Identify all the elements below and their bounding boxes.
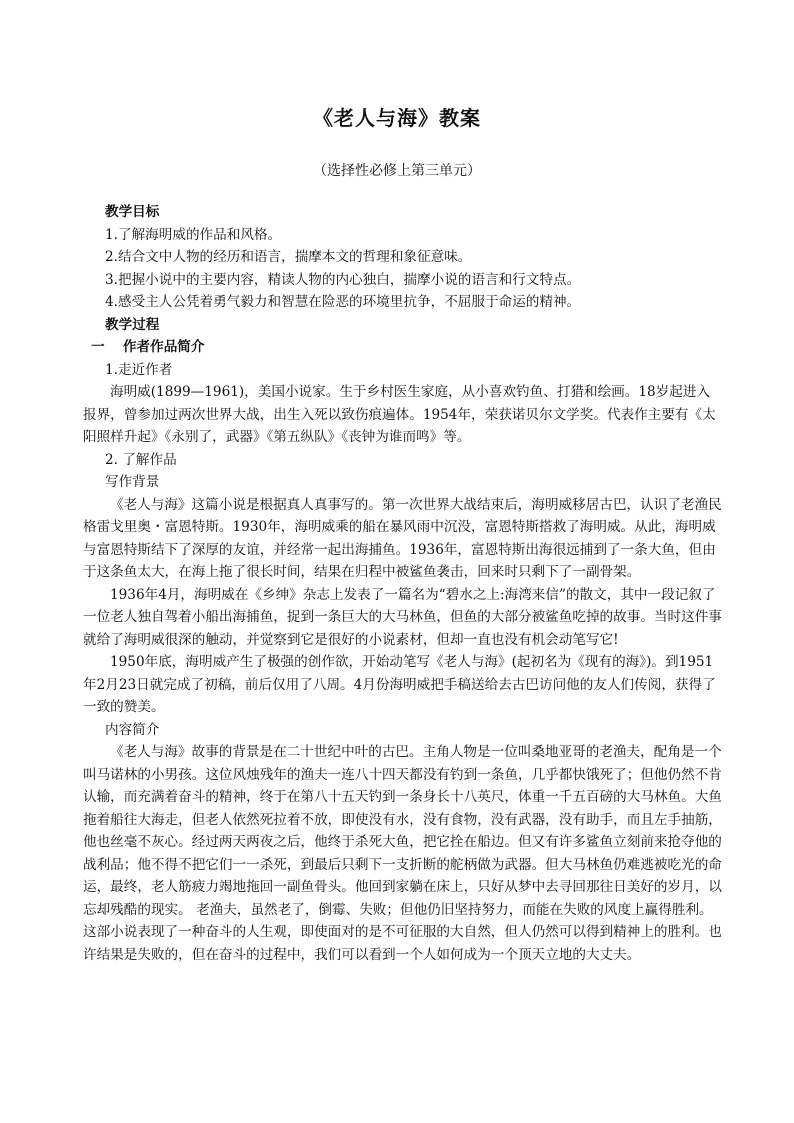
- goals-heading: 教学目标: [105, 204, 160, 220]
- goal-item-2: 2.结合文中人物的经历和语言，揣摩本文的哲理和象征意味。: [105, 249, 472, 265]
- goal-item-4: 4.感受主人公凭着勇气毅力和智慧在险恶的环境里抗争，不屈服于命运的精神。: [105, 294, 581, 310]
- sub-heading-work: 2. 了解作品: [105, 451, 177, 468]
- author-paragraph: 海明威(1899—1961)，美国小说家。生于乡村医生家庭，从小喜欢钓鱼、打猎和绘画。18岁起进入报界，曾参加过两次世界大战，出生入死以致伤痕遍体。1954年，荣获诺贝尔文学奖。代表作主要有《太阳照样升起》《永别了，武器》《第五纵队》《丧钟为谁而鸣》等。: [83, 384, 716, 445]
- background-label: 写作背景: [105, 474, 160, 490]
- process-heading: 教学过程: [105, 316, 160, 333]
- background-paragraph-3: 1950年底，海明威产生了极强的创作欲，开始动笔写《老人与海》(起初名为《现有的海》)。到1951年2月23日就完成了初稿，前后仅用了八周。4月份海明威把手稿送给去古巴访问他的友人们传阅，获得了一致的赞美。: [83, 654, 716, 715]
- background-paragraph-1: 《老人与海》这篇小说是根据真人真事写的。第一次世界大战结束后，海明威移居古巴，认识了老渔民格雷戈里奥・富恩特斯。1930年，海明威乘的船在暴风雨中沉没，富恩特斯搭救了海明威。从此，海明威与富恩特斯结下了深厚的友谊，并经常一起出海捕鱼。1936年，富恩特斯出海很远捕到了一条大鱼，但由于这条鱼太大，在海上拖了很长时间，结果在归程中被鲨鱼袭击，回来时只剩下了一副骨架。: [83, 496, 722, 580]
- document-subtitle: （选择性必修上第三单元）: [313, 163, 481, 179]
- section-1-heading: 一 作者作品简介: [91, 339, 205, 355]
- document-title: 《老人与海》教案: [313, 106, 481, 130]
- summary-label: 内容简介: [105, 721, 160, 738]
- background-paragraph-2: 1936年4月，海明威在《乡绅》杂志上发表了一篇名为“碧水之上:海湾来信”的散文，其中一段记叙了一位老人独自驾着小船出海捕鱼，捉到一条巨大的大马林鱼，但鱼的大部分被鲨鱼吃掉的故事。当时这件事就给了海明威很深的触动，并觉察到它是很好的小说素材，但却一直也没有机会动笔写它!: [83, 586, 722, 648]
- document-body: [83, 201, 723, 966]
- goal-item-3: 3.把握小说中的主要内容，精读人物的内心独白，揣摩小说的语言和行文特点。: [105, 271, 581, 288]
- sub-heading-author: 1.走近作者: [105, 361, 173, 378]
- goal-item-1: 1.了解海明威的作品和风格。: [105, 226, 282, 243]
- summary-paragraph: 《老人与海》故事的背景是在二十世纪中叶的古巴。主角人物是一位叫桑地亚哥的老渔夫，配角是一个叫马诺林的小男孩。这位风烛残年的渔夫一连八十四天都没有钓到一条鱼，几乎都快饿死了；但他仍然不肯认输，而充满着奋斗的精神，终于在第八十五天钓到一条身长十八英尺，体重一千五百磅的大马林鱼。大鱼拖着船往大海走，但老人依然死拉着不放，即使没有水，没有食物，没有武器，没有助手，而且左手抽筋，他也丝毫不灰心。经过两天两夜之后，他终于杀死大鱼，把它拴在船边。但又有许多鲨鱼立刻前来抢夺他的战利品；他不得不把它们一一杀死，到最后只剩下一支折断的舵柄做为武器。但大马林鱼仍难逃被吃光的命运，最终，老人筋疲力竭地拖回一副鱼骨头。他回到家躺在床上，只好从梦中去寻回那往日美好的岁月，以忘却残酷的现实。 老渔夫，虽然老了，倒霉、失败；但他仍旧坚持努力，而能在失败的风度上赢得胜利。这部小说表现了一种奋斗的人生观，即使面对的是不可征服的大自然，但人仍然可以得到精神上的胜利。也许结果是失败的，但在奋斗的过程中，我们可以看到一个人如何成为一个顶天立地的大丈夫。: [83, 744, 722, 963]
